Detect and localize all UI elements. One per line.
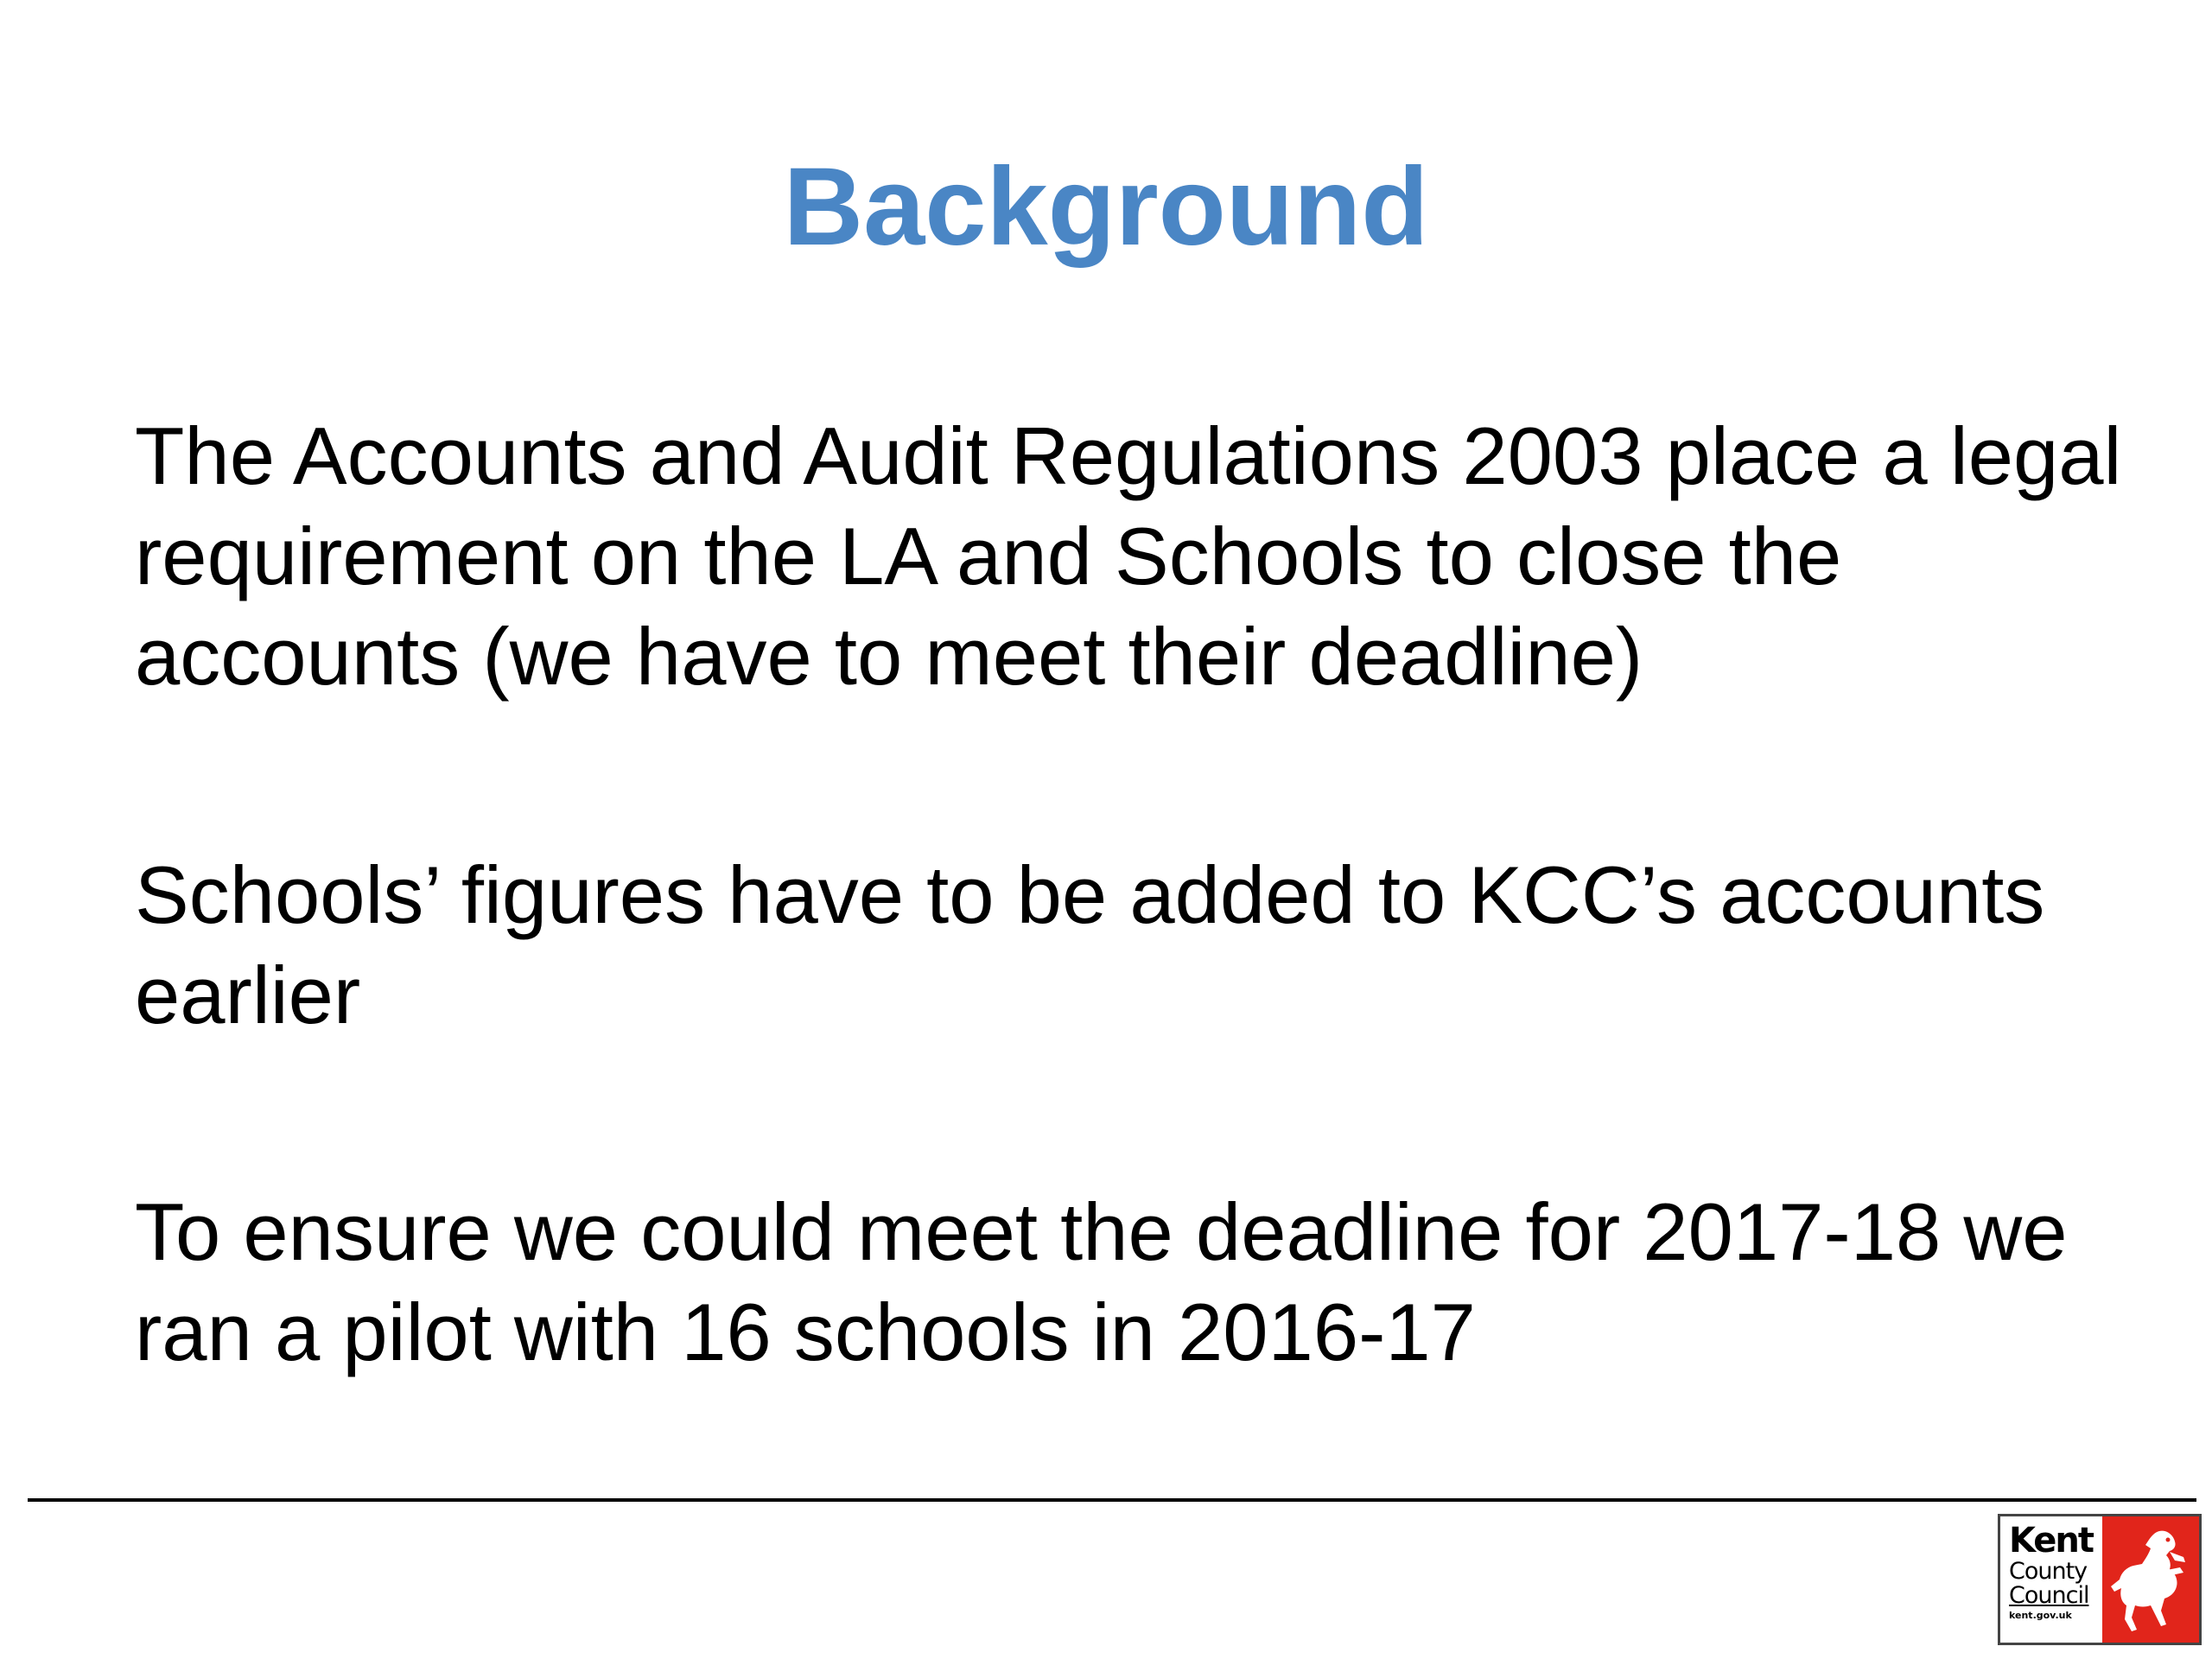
logo-line-council: Council — [2009, 1582, 2089, 1609]
paragraph-schools-figures: Schools’ figures have to be added to KCC’s accounts earlier — [135, 849, 2045, 1040]
footer-divider — [28, 1498, 2196, 1502]
slide-title: Background — [783, 145, 1429, 269]
white-horse-icon — [2106, 1522, 2196, 1637]
logo-wordmark — [2000, 1516, 2102, 1643]
kent-county-council-logo — [1998, 1514, 2202, 1645]
logo-emblem — [2102, 1516, 2199, 1643]
logo-line-county: County — [2009, 1558, 2088, 1585]
paragraph-regulations: The Accounts and Audit Regulations 2003 place a legal requirement on the LA and Schools to close the accounts (we have to meet their deadline) — [135, 410, 2122, 702]
logo-line-kent: Kent — [2009, 1521, 2094, 1560]
logo-url: kent.gov.uk — [2009, 1610, 2072, 1621]
paragraph-pilot: To ensure we could meet the deadline for 2017-18 we ran a pilot with 16 schools in 2016-17 — [135, 1186, 2068, 1377]
